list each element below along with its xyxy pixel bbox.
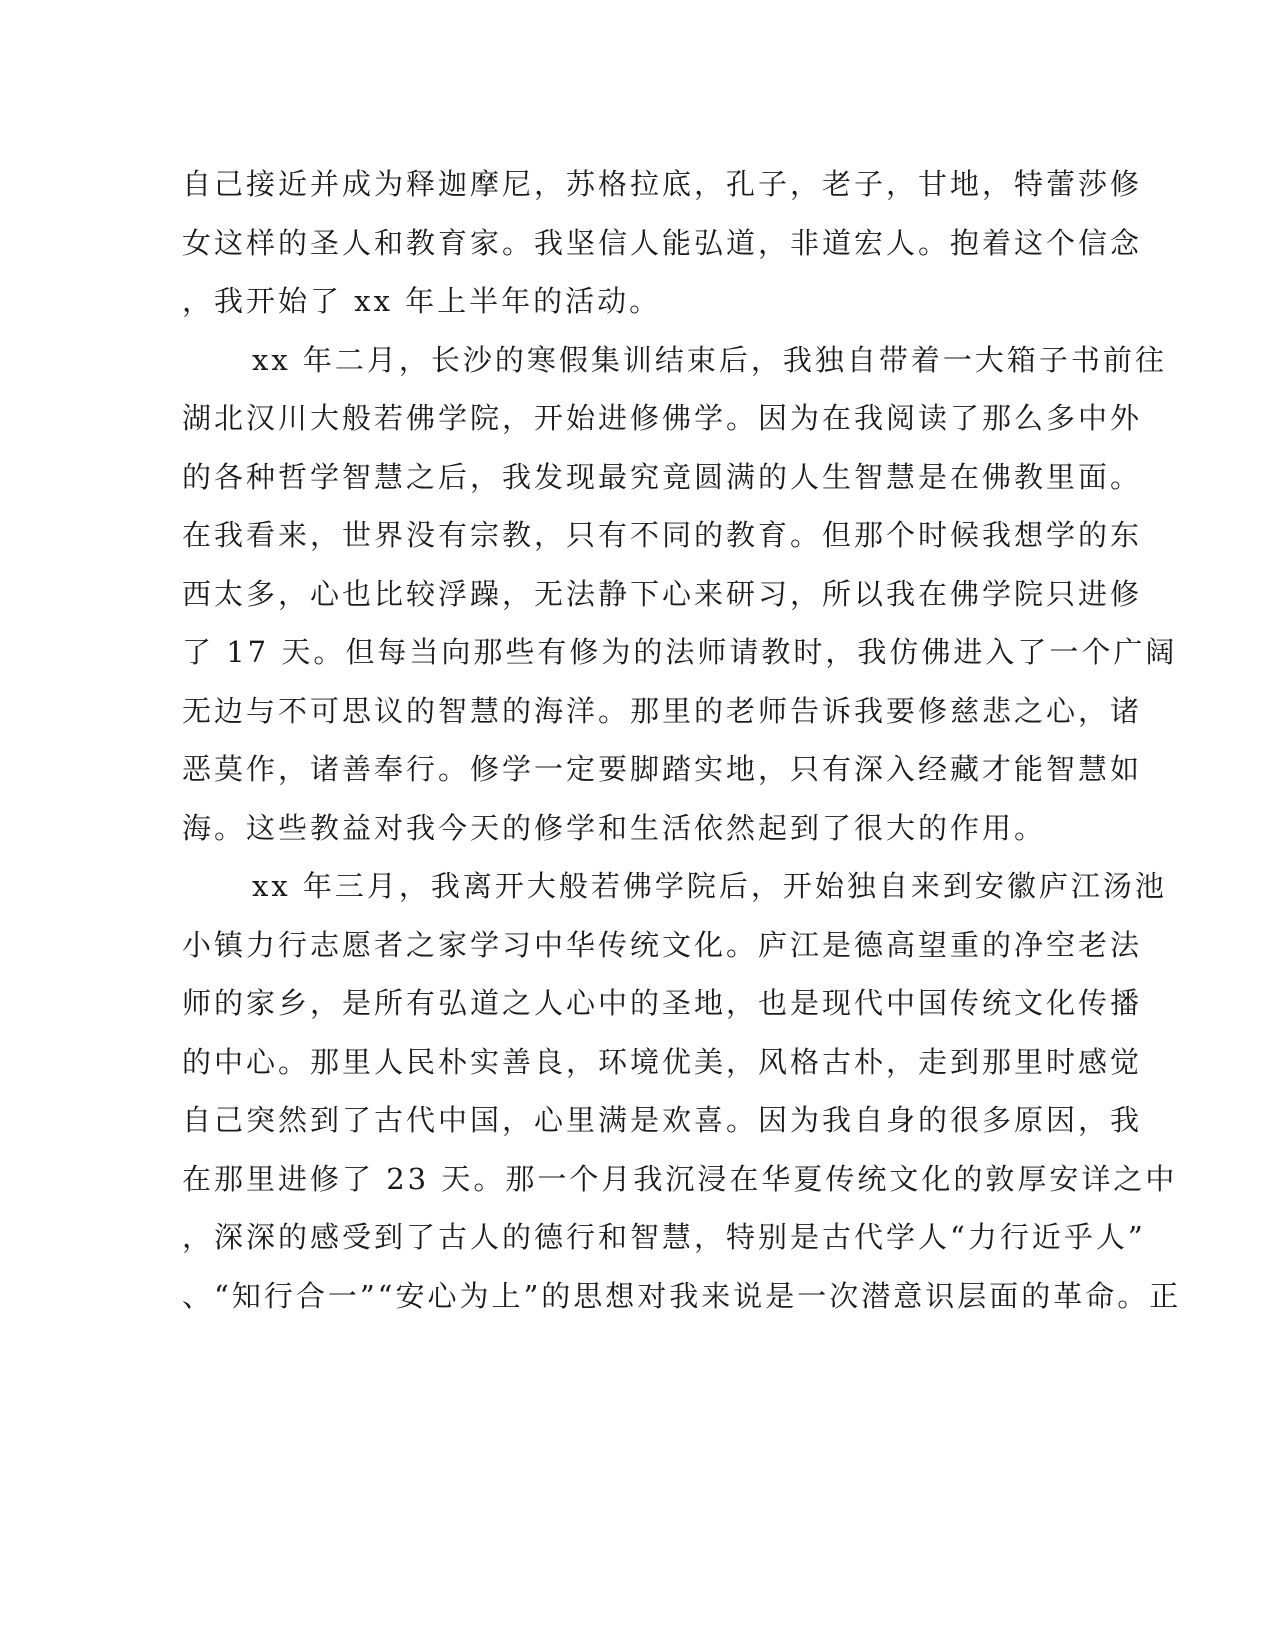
text-line: 的各种哲学智慧之后，我发现最究竟圆满的人生智慧是在佛教里面。 xyxy=(182,459,1143,494)
text-line: 湖北汉川大般若佛学院，开始进修佛学。因为在我阅读了那么多中外 xyxy=(182,401,1143,435)
text-line: 在我看来，世界没有宗教，只有不同的教育。但那个时候我想学的东 xyxy=(182,518,1143,552)
text-line: 自己突然到了古代中国，心里满是欢喜。因为我自身的很多原因，我 xyxy=(182,1103,1143,1137)
text-line: ，深深的感受到了古人的德行和智慧，特别是古代学人“力行近乎人” xyxy=(182,1220,1146,1254)
text-line: xx 年三月，我离开大般若佛学院后，开始独自来到安徽庐江汤池 xyxy=(252,869,1167,903)
text-line: 了 17 天。但每当向那些有修为的法师请教时，我仿佛进入了一个广阔 xyxy=(182,635,1178,669)
text-line: 自己接近并成为释迦摩尼，苏格拉底，孔子，老子，甘地，特蕾莎修 xyxy=(182,167,1143,201)
text-line: 、“知行合一”“安心为上”的思想对我来说是一次潜意识层面的革命。正 xyxy=(182,1278,1182,1313)
text-line: ，我开始了 xx 年上半年的活动。 xyxy=(182,284,662,318)
document-body xyxy=(182,155,1182,1325)
text-line: 在那里进修了 23 天。那一个月我沉浸在华夏传统文化的敦厚安详之中 xyxy=(182,1161,1178,1196)
text-line: 的中心。那里人民朴实善良，环境优美，风格古朴，走到那里时感觉 xyxy=(182,1044,1143,1079)
text-line: 师的家乡，是所有弘道之人心中的圣地，也是现代中国传统文化传播 xyxy=(182,986,1143,1020)
text-line: 女这样的圣人和教育家。我坚信人能弘道，非道宏人。抱着这个信念 xyxy=(182,225,1143,260)
text-line: 无边与不可思议的智慧的海洋。那里的老师告诉我要修慈悲之心，诸 xyxy=(182,693,1143,728)
text-line: 恶莫作，诸善奉行。修学一定要脚踏实地，只有深入经藏才能智慧如 xyxy=(182,752,1143,786)
paragraph-2 xyxy=(182,331,1178,858)
text-line: 西太多，心也比较浮躁，无法静下心来研习，所以我在佛学院只进修 xyxy=(182,576,1143,611)
text-line: 小镇力行志愿者之家学习中华传统文化。庐江是德高望重的净空老法 xyxy=(182,927,1143,962)
paragraph-3 xyxy=(182,857,1182,1325)
text-line: xx 年二月，长沙的寒假集训结束后，我独自带着一大箱子书前往 xyxy=(252,342,1167,377)
paragraph-1 xyxy=(182,155,1143,331)
text-line: 海。这些教益对我今天的修学和生活依然起到了很大的作用。 xyxy=(182,810,1047,845)
